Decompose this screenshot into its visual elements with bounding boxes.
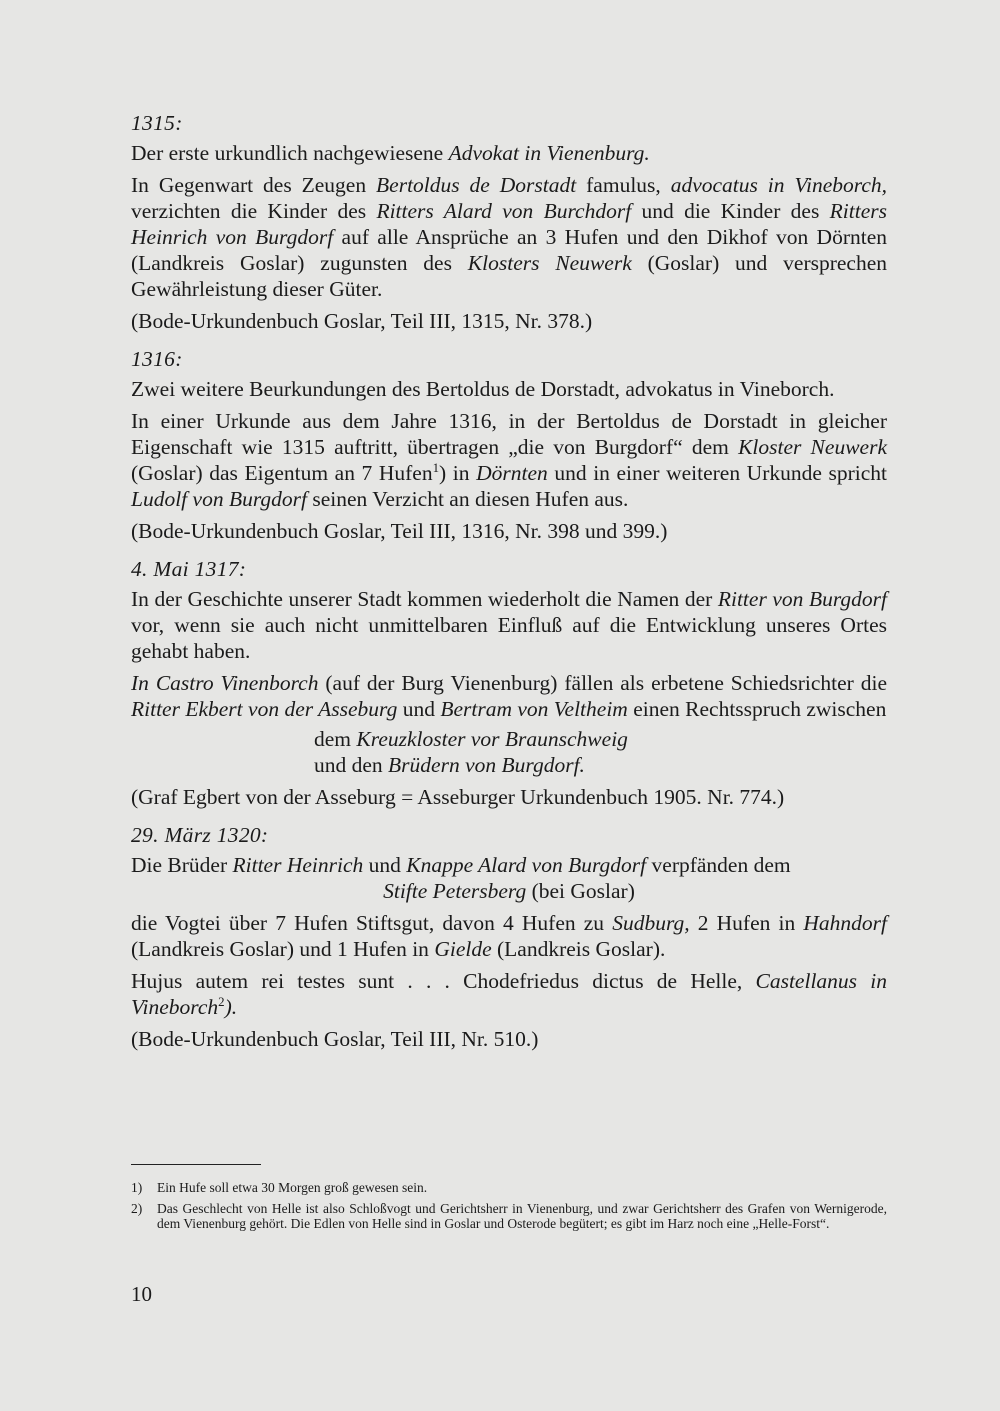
text-run: und xyxy=(363,853,407,877)
source-citation-1317: (Graf Egbert von der Asseburg = Asseburger Urkundenbuch 1905. Nr. 774.) xyxy=(131,785,785,809)
paragraph-1316-intro: Zwei weitere Beurkundungen des Bertoldus de Dorstadt, advokatus in Vineborch. xyxy=(131,377,835,401)
text-run-italic: Bertram von Veltheim xyxy=(440,697,628,721)
footnote-text: Das Geschlecht von Helle ist also Schloßvogt und Gerichtsherr in Vienenburg, und zwar Gerichtsherr des Grafen von Wernigerode, dem Vienenburg gehört. Die Edlen von Helle sind in Goslar und Osterode begütert; es gibt im Harz noch eine „Helle-Forst“. xyxy=(157,1201,887,1231)
party-line-1 xyxy=(314,726,887,752)
date-heading-1316: 1316: xyxy=(131,347,183,371)
text-run: verpfänden dem xyxy=(646,853,791,877)
centered-line-1320 xyxy=(131,878,887,904)
text-run: famulus, xyxy=(576,173,671,197)
text-run: und die Kinder des xyxy=(631,199,830,223)
footnotes xyxy=(131,1180,887,1237)
footnote-ref-1: 1 xyxy=(432,460,440,475)
text-run: vor, wenn sie auch nicht unmittelbaren Einfluß auf die Entwicklung unseres Ortes gehabt haben. xyxy=(131,613,887,663)
footnote-number: 1) xyxy=(131,1180,143,1195)
source-citation-1316: (Bode-Urkundenbuch Goslar, Teil III, 1316, Nr. 398 und 399.) xyxy=(131,519,668,543)
footnote-ref-2: 2 xyxy=(218,994,225,1009)
source-citation-1320: (Bode-Urkundenbuch Goslar, Teil III, Nr. 510.) xyxy=(131,1027,539,1051)
text-run-italic: Klosters Neuwerk xyxy=(467,251,632,275)
text-run-italic: Knappe Alard von Burgdorf xyxy=(406,853,647,877)
text-run: Der erste urkundlich nachgewiesene xyxy=(131,141,449,165)
text-run-italic: advocatus in Vineborch, xyxy=(670,173,887,197)
indented-parties xyxy=(314,726,887,778)
text-run: (Goslar) das Eigentum an 7 Hufen xyxy=(131,461,433,485)
date-heading-1317: 4. Mai 1317: xyxy=(131,557,247,581)
footnote-text: Ein Hufe soll etwa 30 Morgen groß gewesen sein. xyxy=(157,1180,428,1195)
paragraph-1316-body xyxy=(131,408,887,512)
text-run: seinen Verzicht an diesen Hufen aus. xyxy=(307,487,629,511)
text-run-italic: Ritters Alard von Burchdorf xyxy=(376,199,632,223)
text-run-italic: Kloster Neuwerk xyxy=(738,435,887,459)
footnote-2 xyxy=(131,1201,887,1231)
paragraph-1317-body xyxy=(131,670,887,722)
text-run: (auf der Burg Vienenburg) fällen als erbetene Schiedsrichter die xyxy=(318,671,887,695)
text-run: Hujus autem rei testes sunt . . . Chodefriedus dictus de Helle, xyxy=(131,969,756,993)
paragraph-1315-body xyxy=(131,172,887,302)
text-run-italic: Ritters Heinrich von Burgdorf xyxy=(131,199,888,249)
text-run: und in einer weiteren Urkunde spricht xyxy=(547,461,887,485)
text-run-italic: In Castro Vinenborch xyxy=(131,671,319,695)
source-citation-1315: (Bode-Urkundenbuch Goslar, Teil III, 1315, Nr. 378.) xyxy=(131,309,593,333)
text-run: ) in xyxy=(439,461,477,485)
text-run-italic: Ritter von Burgdorf xyxy=(717,587,887,611)
text-run-italic: Sudburg, xyxy=(612,911,690,935)
text-run-italic: Dörnten xyxy=(476,461,548,485)
text-run: (bei Goslar) xyxy=(526,879,635,903)
page-number: 10 xyxy=(131,1282,152,1306)
paragraph-1320-body xyxy=(131,910,887,962)
text-run-italic: Kreuzkloster vor Braunschweig xyxy=(356,727,628,751)
paragraph-1320-intro xyxy=(131,852,887,878)
date-heading-1315: 1315: xyxy=(131,111,183,135)
text-run: verzichten die Kinder des xyxy=(131,199,377,223)
party-line-2 xyxy=(314,752,887,778)
text-run: dem xyxy=(314,727,357,751)
paragraph-1317-intro xyxy=(131,586,887,664)
text-run-italic: Advokat in Vienenburg. xyxy=(448,141,650,165)
text-run: die Vogtei über 7 Hufen Stiftsgut, davon 4 Hufen zu xyxy=(131,911,613,935)
text-run-italic: ). xyxy=(224,995,238,1019)
date-heading-1320: 29. März 1320: xyxy=(131,823,269,847)
text-run: auf alle Ansprüche an 3 Hufen und den Dikhof von Dörnten (Landkreis Goslar) zugunsten des xyxy=(131,225,887,275)
text-run: einen Rechtsspruch zwischen xyxy=(627,697,887,721)
text-run: (Landkreis Goslar). xyxy=(491,937,666,961)
paragraph-1315-intro xyxy=(131,140,887,166)
text-run-italic: Ludolf von Burgdorf xyxy=(131,487,307,511)
text-run: Die Brüder xyxy=(131,853,233,877)
main-text xyxy=(131,110,887,1058)
text-run-italic: Ritter Ekbert von der Asseburg xyxy=(131,697,398,721)
text-run: (Landkreis Goslar) und 1 Hufen in xyxy=(131,937,435,961)
footnote-divider xyxy=(131,1164,261,1165)
footnote-1 xyxy=(131,1180,887,1195)
text-run-italic: Hahndorf xyxy=(803,911,887,935)
text-run-italic: Brüdern von Burgdorf. xyxy=(388,753,585,777)
text-run-italic: Bertoldus de Dorstadt xyxy=(376,173,577,197)
footnote-number: 2) xyxy=(131,1201,143,1216)
paragraph-1320-witnesses xyxy=(131,968,887,1020)
text-run: und den xyxy=(314,753,389,777)
text-run-italic: Gielde xyxy=(434,937,492,961)
text-run: und xyxy=(397,697,441,721)
text-run: In Gegenwart des Zeugen xyxy=(131,173,377,197)
text-run: (Goslar) und versprechen Gewährleistung dieser Güter. xyxy=(131,251,888,301)
text-run: In einer Urkunde aus dem Jahre 1316, in der Bertoldus de Dorstadt in gleicher Eigenschaft wie 1315 auftritt, übertragen „die von Burgdorf“ dem xyxy=(131,409,887,459)
text-run: In der Geschichte unserer Stadt kommen wiederholt die Namen der xyxy=(131,587,718,611)
text-run: 2 Hufen in xyxy=(689,911,804,935)
text-run-italic: Ritter Heinrich xyxy=(232,853,364,877)
text-run-italic: Castellanus in Vineborch xyxy=(131,969,887,1019)
text-run-italic: Stifte Petersberg xyxy=(383,879,527,903)
